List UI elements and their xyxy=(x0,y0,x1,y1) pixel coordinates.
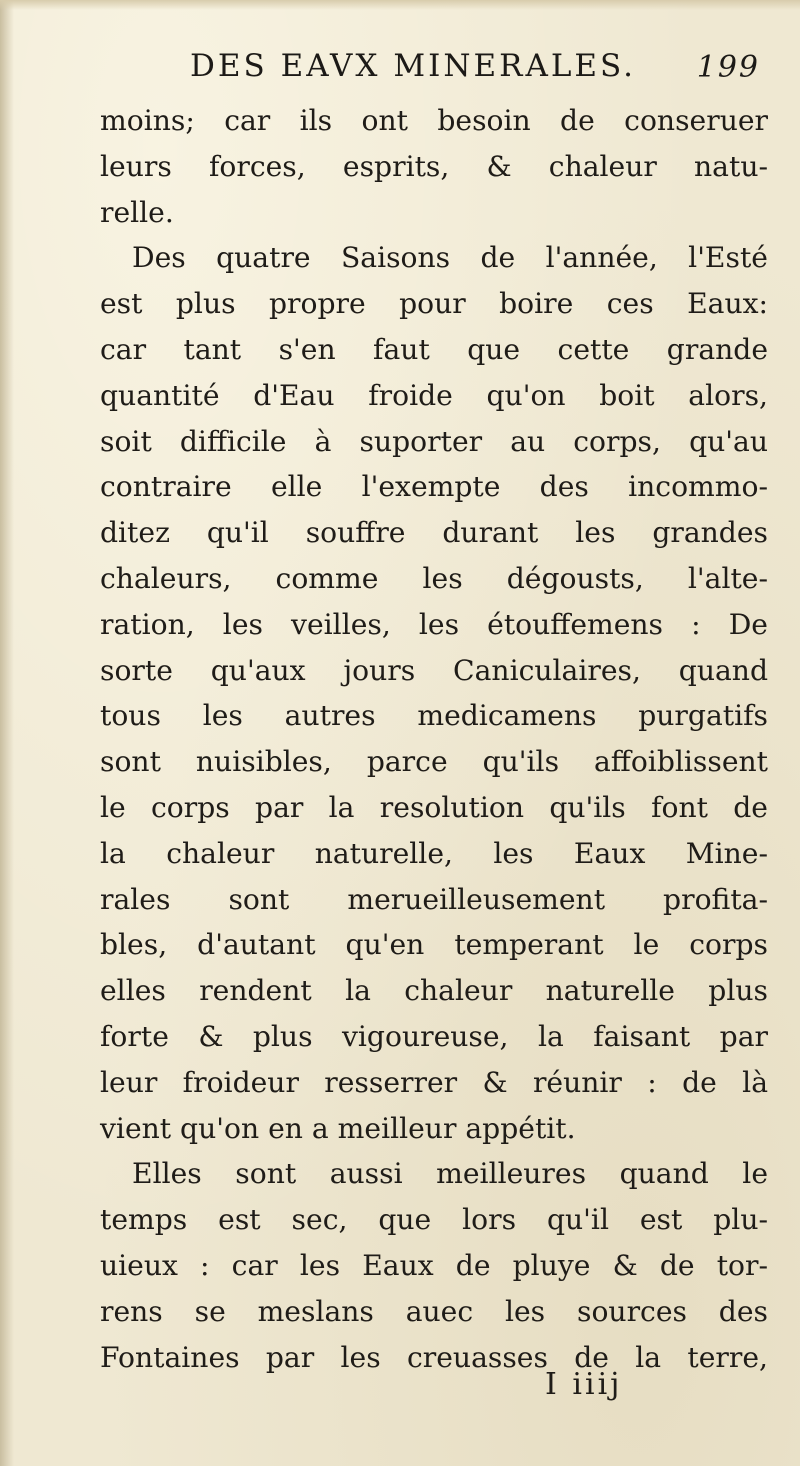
text-line: le corps par la resolution qu'ils font de xyxy=(100,790,768,824)
text-line: sorte qu'aux jours Caniculaires, quand xyxy=(100,653,768,687)
text-line: rales sont merueilleusement profita- xyxy=(100,882,768,916)
text-line: vient qu'on en a meilleur appétit. xyxy=(100,1111,576,1145)
text-line: bles, d'autant qu'en temperant le corps xyxy=(100,928,768,962)
signature-mark: I iiij xyxy=(545,1367,623,1402)
text-line: leurs forces, esprits, & chaleur natu- xyxy=(100,149,768,183)
text-line: ration, les veilles, les étouffemens : De xyxy=(100,607,768,641)
page-top-shadow xyxy=(0,0,800,10)
page-number: 199 xyxy=(696,50,760,85)
text-line: est plus propre pour boire ces Eaux: xyxy=(100,287,768,321)
text-line: Des quatre Saisons de l'année, l'Esté xyxy=(132,241,768,275)
text-line: temps est sec, que lors qu'il est plu- xyxy=(100,1203,768,1237)
text-line: elles rendent la chaleur naturelle plus xyxy=(100,974,768,1008)
text-line: Elles sont aussi meilleures quand le xyxy=(132,1157,768,1191)
page-edge-shadow xyxy=(0,0,14,1466)
text-line: chaleurs, comme les dégousts, l'alte- xyxy=(100,561,768,595)
body-text xyxy=(100,98,768,1380)
text-line: soit difficile à suporter au corps, qu'au xyxy=(100,424,768,458)
text-line: uieux : car les Eaux de pluye & de tor- xyxy=(100,1248,768,1282)
text-line: sont nuisibles, parce qu'ils affoiblissent xyxy=(100,745,768,779)
text-line: rens se meslans auec les sources des xyxy=(100,1294,768,1328)
text-line: car tant s'en faut que cette grande xyxy=(100,332,768,366)
page-header xyxy=(190,48,760,92)
running-head: DES EAVX MINERALES. xyxy=(190,48,637,84)
text-line: forte & plus vigoureuse, la faisant par xyxy=(100,1019,768,1053)
text-line: Fontaines par les creuasses de la terre, xyxy=(100,1340,768,1374)
text-line: ditez qu'il souffre durant les grandes xyxy=(100,516,768,550)
text-line: tous les autres medicamens purgatifs xyxy=(100,699,768,733)
text-line: leur froideur resserrer & réunir : de là xyxy=(100,1065,768,1099)
text-line: moins; car ils ont besoin de conseruer xyxy=(100,104,768,137)
text-line: la chaleur naturelle, les Eaux Mine- xyxy=(100,836,768,870)
text-line: quantité d'Eau froide qu'on boit alors, xyxy=(100,378,768,412)
text-line: contraire elle l'exempte des incommo- xyxy=(100,470,768,504)
text-line: relle. xyxy=(100,195,174,229)
